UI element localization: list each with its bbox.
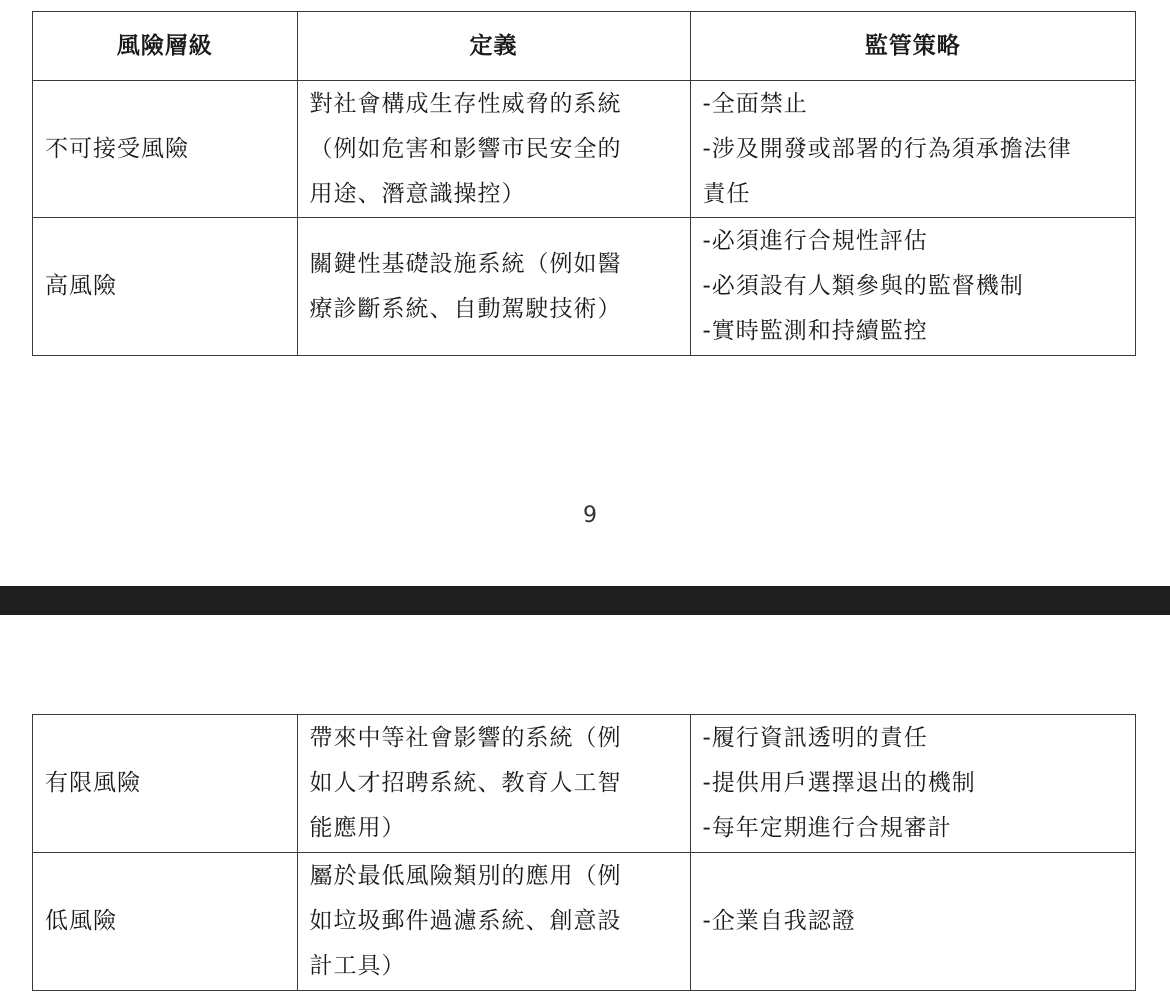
definition-line: 如人才招聘系統、教育人工智: [309, 770, 622, 796]
definition-line: 如垃圾郵件過濾系統、創意設: [309, 908, 622, 934]
strategy-line: -履行資訊透明的責任: [702, 725, 928, 751]
definition-line: 關鍵性基礎設施系統（例如醫: [309, 250, 622, 277]
cell-definition: [297, 218, 690, 356]
strategy-line: 責任: [702, 180, 751, 207]
definition-line: 能應用）: [309, 815, 406, 841]
header-regulatory-strategy: 監管策略: [690, 12, 1136, 81]
table-header-row: [33, 12, 1136, 81]
page-number: 9: [583, 503, 597, 528]
strategy-line: -全面禁止: [702, 90, 808, 117]
definition-line: 用途、潛意識操控）: [309, 180, 526, 207]
definition-line: 屬於最低風險類別的應用（例: [309, 863, 622, 889]
risk-level-table: [32, 11, 1136, 356]
table-row: [33, 218, 1136, 356]
strategy-line: -實時監測和持續監控: [702, 318, 928, 344]
definition-line: 療診斷系統、自動駕駛技術）: [309, 295, 622, 322]
definition-line: 計工具）: [309, 953, 406, 979]
table-row: [33, 81, 1136, 218]
document-page-lower: [0, 615, 1170, 1000]
header-risk-level: 風險層級: [33, 12, 298, 81]
cell-definition: [297, 81, 690, 218]
table-row: [33, 715, 1136, 853]
cell-definition: [297, 715, 690, 853]
risk-level-text: 有限風險: [45, 770, 141, 796]
cell-risk-level: [33, 81, 298, 218]
risk-level-table-continued: [32, 714, 1136, 991]
definition-line: 帶來中等社會影響的系統（例: [309, 725, 622, 751]
strategy-line: -提供用戶選擇退出的機制: [702, 770, 976, 796]
header-definition: 定義: [297, 12, 690, 81]
strategy-line: -必須進行合規性評估: [702, 228, 928, 254]
definition-line: 對社會構成生存性威脅的系統: [309, 90, 622, 117]
cell-definition: [297, 853, 690, 991]
strategy-line: -必須設有人類參與的監督機制: [702, 273, 1024, 299]
cell-risk-level: [33, 218, 298, 356]
risk-level-text: 高風險: [45, 273, 117, 299]
cell-strategy: [690, 715, 1136, 853]
cell-strategy: [690, 218, 1136, 356]
table-row: [33, 853, 1136, 991]
cell-risk-level: [33, 715, 298, 853]
risk-level-text: 不可接受風險: [45, 135, 189, 162]
definition-line: （例如危害和影響市民安全的: [309, 135, 622, 162]
risk-level-text: 低風險: [45, 908, 117, 934]
cell-strategy: [690, 81, 1136, 218]
page-divider: [0, 586, 1170, 615]
cell-strategy: [690, 853, 1136, 991]
strategy-line: -涉及開發或部署的行為須承擔法律: [702, 135, 1072, 162]
strategy-line: -每年定期進行合規審計: [702, 815, 952, 841]
strategy-line: -企業自我認證: [702, 908, 856, 934]
cell-risk-level: [33, 853, 298, 991]
